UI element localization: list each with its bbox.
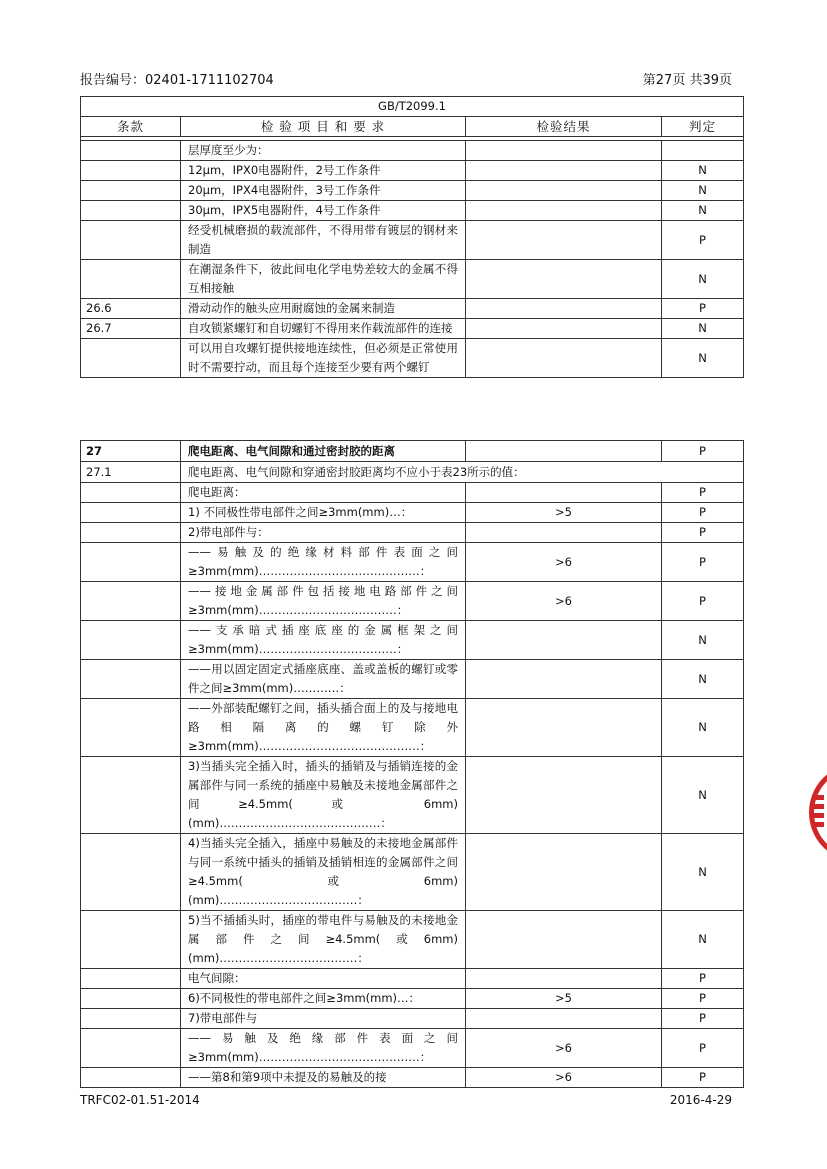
table-row [81,757,744,834]
clause-cell [81,221,181,260]
result-cell [466,260,662,299]
requirement-cell: 7)带电部件与 [181,1009,466,1029]
clause-cell [81,911,181,969]
requirement-cell: 4)当插头完全插入，插座中易触及的未接地金属部件与同一系统中插头的插销及插销相连的金属部件之间≥4.5mm(或6mm)(mm)………………………………： [181,834,466,911]
result-cell: >5 [466,989,662,1009]
clause-cell [81,483,181,503]
col-verdict: 判定 [662,117,744,137]
section-verdict: P [662,441,744,462]
table-row [81,483,744,503]
table-row [81,699,744,757]
requirement-cell: ——第8和第9项中未提及的易触及的接 [181,1068,466,1088]
red-seal-stamp [809,765,827,860]
verdict-cell: P [662,503,744,523]
clause-27-1-text: 爬电距离、电气间隙和穿通密封胶距离均不应小于表23所示的值： [181,462,744,483]
table-row [81,911,744,969]
result-cell: >6 [466,1029,662,1068]
form-number: TRFC02-01.51-2014 [80,1093,200,1107]
verdict-cell: N [662,319,744,339]
requirement-cell: ——外部装配螺钉之间，插头插合面上的及与接地电路相隔离的螺钉除外≥3mm(mm)……………………………………： [181,699,466,757]
requirement-cell: 5)当不插插头时，插座的带电件与易触及的未接地金属部件之间≥4.5mm(或6mm)(mm)………………………………： [181,911,466,969]
clause-cell [81,621,181,660]
table-row [81,1068,744,1088]
page-number: 第27页 共39页 [642,73,732,88]
requirement-cell: 6)不同极性的带电部件之间≥3mm(mm)…： [181,989,466,1009]
requirement-cell: 30μm，IPX5电器附件，4号工作条件 [181,201,466,221]
requirement-cell: 层厚度至少为： [181,141,466,161]
requirement-cell: 经受机械磨损的载流部件，不得用带有镀层的钢材来制造 [181,221,466,260]
verdict-cell: N [662,621,744,660]
table-row [81,141,744,161]
result-cell: >5 [466,503,662,523]
table-row [81,543,744,582]
table-row [81,582,744,621]
clause-27: 27 [81,441,181,462]
clause-cell [81,582,181,621]
result-cell [466,201,662,221]
verdict-cell: P [662,969,744,989]
requirement-cell: 12μm，IPX0电器附件，2号工作条件 [181,161,466,181]
clause-cell [81,1009,181,1029]
col-requirement: 检 验 项 目 和 要 求 [181,117,466,137]
table-row [81,621,744,660]
clause-cell [81,503,181,523]
clause-cell [81,543,181,582]
result-cell [466,523,662,543]
clause-cell [81,201,181,221]
inspection-table-section27 [80,440,744,1088]
result-cell: >6 [466,543,662,582]
requirement-cell: ——用以固定固定式插座底座、盖或盖板的螺钉或零件之间≥3mm(mm)…………： [181,660,466,699]
result-cell [466,181,662,201]
clause-cell [81,523,181,543]
verdict-cell: P [662,1009,744,1029]
result-cell [466,141,662,161]
verdict-cell: N [662,260,744,299]
clause-cell [81,969,181,989]
inspection-table-top [80,96,744,378]
table-row [81,503,744,523]
verdict-cell: P [662,582,744,621]
table-row [81,181,744,201]
table-row [81,299,744,319]
requirement-cell: 1) 不同极性带电部件之间≥3mm(mm)…： [181,503,466,523]
table-row [81,319,744,339]
clause-cell [81,141,181,161]
clause-cell: 26.7 [81,319,181,339]
requirement-cell: 滑动动作的触头应用耐腐蚀的金属来制造 [181,299,466,319]
result-cell [466,621,662,660]
verdict-cell: P [662,543,744,582]
section-title: 爬电距离、电气间隙和通过密封胶的距离 [181,441,466,462]
result-cell: >6 [466,582,662,621]
requirement-cell: ——易触及绝缘部件表面之间≥3mm(mm)……………………………………： [181,1029,466,1068]
table-row [81,161,744,181]
requirement-cell: 在潮湿条件下，彼此间电化学电势差较大的金属不得互相接触 [181,260,466,299]
clause-cell [81,989,181,1009]
requirement-cell: 爬电距离： [181,483,466,503]
requirement-cell: 可以用自攻螺钉提供接地连续性，但必须是正常使用时不需要拧动，而且每个连接至少要有两个螺钉 [181,339,466,378]
result-cell: >6 [466,1068,662,1088]
verdict-cell [662,141,744,161]
col-clause: 条款 [81,117,181,137]
requirement-cell: 2)带电部件与： [181,523,466,543]
table-row [81,221,744,260]
requirement-cell: ——易触及的绝缘材料部件表面之间≥3mm(mm)……………………………………： [181,543,466,582]
verdict-cell: P [662,221,744,260]
clause-cell [81,181,181,201]
table-row [81,1029,744,1068]
report-number: 报告编号：02401-1711102704 [80,73,274,88]
verdict-cell: N [662,699,744,757]
requirement-cell: 电气间隙： [181,969,466,989]
requirement-cell: ——支承暗式插座底座的金属框架之间≥3mm(mm)………………………………： [181,621,466,660]
verdict-cell: P [662,523,744,543]
clause-cell [81,834,181,911]
result-cell [466,221,662,260]
result-cell [466,699,662,757]
verdict-cell: N [662,834,744,911]
verdict-cell: N [662,201,744,221]
clause-27-1: 27.1 [81,462,181,483]
result-cell [466,1009,662,1029]
result-cell [466,757,662,834]
verdict-cell: N [662,339,744,378]
form-date: 2016-4-29 [669,1093,732,1107]
requirement-cell: 3)当插头完全插入时，插头的插销及与插销连接的金属部件与同一系统的插座中易触及未接地金属部件之间≥4.5mm(或 6mm)(mm)……………………………………： [181,757,466,834]
verdict-cell: N [662,660,744,699]
clause-cell [81,339,181,378]
table-row [81,201,744,221]
verdict-cell: N [662,181,744,201]
verdict-cell: P [662,483,744,503]
result-cell [466,969,662,989]
table-row [81,969,744,989]
requirement-cell: ——接地金属部件包括接地电路部件之间≥3mm(mm)………………………………： [181,582,466,621]
verdict-cell: N [662,911,744,969]
result-cell [466,299,662,319]
result-cell [466,911,662,969]
clause-cell [81,260,181,299]
verdict-cell: P [662,1029,744,1068]
verdict-cell: P [662,1068,744,1088]
result-cell [466,834,662,911]
result-cell [466,339,662,378]
section-result [466,441,662,462]
table-row [81,339,744,378]
clause-cell [81,161,181,181]
table-row [81,834,744,911]
table-row [81,1009,744,1029]
result-cell [466,660,662,699]
clause-cell [81,1029,181,1068]
verdict-cell: P [662,989,744,1009]
clause-cell [81,1068,181,1088]
col-result: 检验结果 [466,117,662,137]
clause-cell [81,699,181,757]
result-cell [466,319,662,339]
result-cell [466,161,662,181]
table-row [81,989,744,1009]
clause-cell [81,757,181,834]
clause-cell: 26.6 [81,299,181,319]
standard-code: GB/T2099.1 [81,97,744,117]
result-cell [466,483,662,503]
requirement-cell: 20μm，IPX4电器附件，3号工作条件 [181,181,466,201]
verdict-cell: N [662,757,744,834]
verdict-cell: P [662,299,744,319]
requirement-cell: 自攻锁紧螺钉和自切螺钉不得用来作载流部件的连接 [181,319,466,339]
table-row [81,523,744,543]
clause-cell [81,660,181,699]
table-row [81,260,744,299]
verdict-cell: N [662,161,744,181]
table-row [81,660,744,699]
